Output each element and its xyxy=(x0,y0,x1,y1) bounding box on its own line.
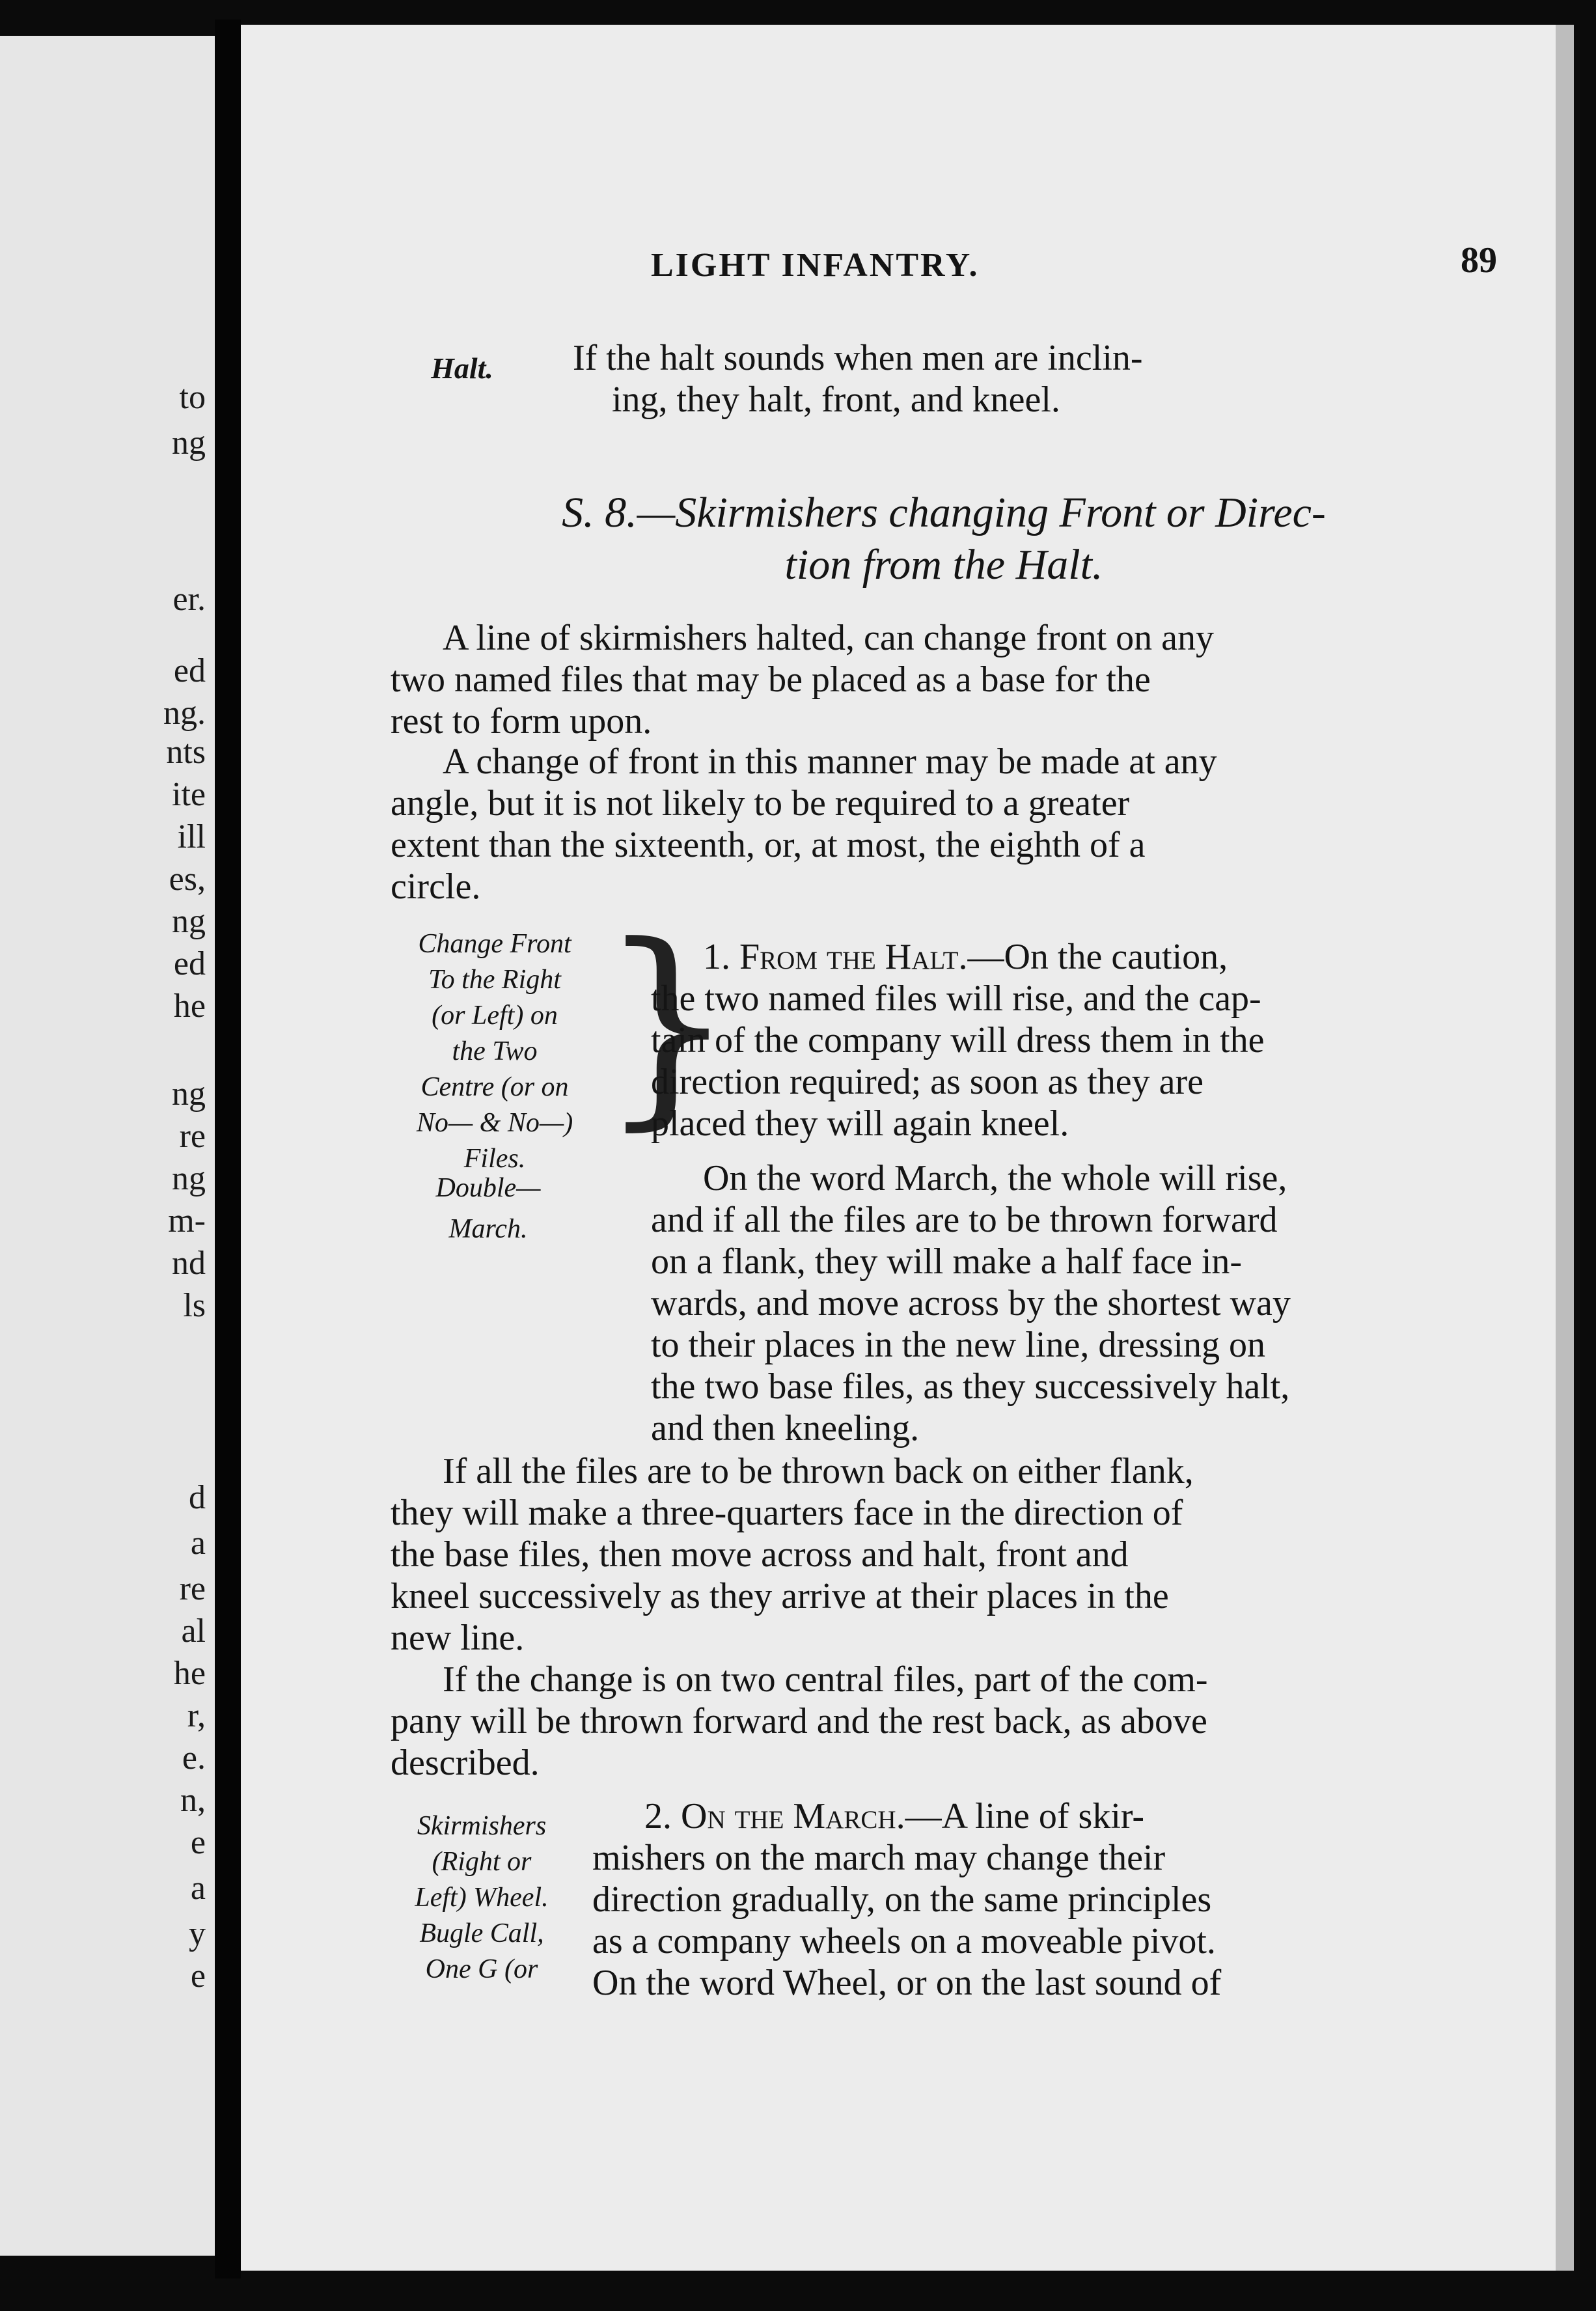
text-line: tain of the company will dress them in the xyxy=(651,1020,1265,1060)
margin-note-wheel: Skirmishers (Right or Left) Wheel. Bugle Call, One G (or xyxy=(415,1811,549,1984)
text-line: A line of skirmishers halted, can change front on any xyxy=(443,618,1214,658)
text-line: wards, and move across by the shortest way xyxy=(651,1283,1291,1323)
left-page-text-fragment: e. xyxy=(182,1739,206,1777)
running-title: LIGHT INFANTRY. xyxy=(651,247,980,284)
halt-paragraph xyxy=(573,337,1497,421)
text-line: If the change is on two central files, part of the com- xyxy=(443,1659,1208,1700)
left-page-text-fragment: to xyxy=(179,379,206,416)
text-line: mishers on the march may change their xyxy=(592,1838,1166,1878)
text-line: angle, but it is not likely to be required to a greater xyxy=(391,783,1130,823)
left-page-text-fragment: ite xyxy=(172,776,206,813)
left-page-text-fragment: nts xyxy=(166,734,206,771)
text-line: circle. xyxy=(391,866,481,907)
left-page-text-fragment: er. xyxy=(172,581,206,618)
left-page-text-fragment: ng xyxy=(172,424,206,462)
text-line: A change of front in this manner may be made at any xyxy=(443,741,1217,782)
left-page-text-fragment: e xyxy=(190,1824,206,1861)
from-halt-paragraph xyxy=(651,936,1497,1144)
book-gutter xyxy=(215,20,241,2278)
left-page-text-fragment: ed xyxy=(173,652,206,689)
text-line: as a company wheels on a moveable pivot. xyxy=(592,1921,1216,1961)
paragraph xyxy=(391,1450,1497,1659)
text-line: If all the files are to be thrown back on either flank, xyxy=(443,1451,1194,1491)
left-page-text-fragment: d xyxy=(189,1479,206,1516)
margin-note-halt: Halt. xyxy=(431,352,493,385)
left-page-text-fragment: ng xyxy=(172,1160,206,1197)
book-page xyxy=(241,25,1556,2271)
left-page-text-fragment: nd xyxy=(172,1245,206,1282)
paragraph xyxy=(391,1659,1497,1784)
text-line: ing, they halt, front, and kneel. xyxy=(612,380,1060,420)
text-line: and if all the files are to be thrown forward xyxy=(651,1200,1278,1240)
left-page-text-fragment: re xyxy=(179,1118,206,1155)
left-page-text-fragment: m- xyxy=(168,1202,206,1239)
text-line: rest to form upon. xyxy=(391,701,652,741)
page-edge xyxy=(1556,25,1574,2271)
text-line: they will make a three-quarters face in the direction of xyxy=(391,1493,1183,1533)
left-page-text-fragment: e xyxy=(190,1958,206,1995)
left-page-text-fragment: a xyxy=(190,1525,206,1562)
brace-icon: } xyxy=(599,899,736,1149)
section-heading xyxy=(391,487,1497,591)
left-page-text-fragment: ed xyxy=(173,945,206,982)
text-line: the two named files will rise, and the cap- xyxy=(651,978,1261,1019)
left-page-text-fragment: ng. xyxy=(163,695,206,732)
text-line: the base files, then move across and halt, front and xyxy=(391,1534,1129,1575)
left-page-text-fragment: he xyxy=(173,988,206,1025)
left-page-text-fragment: he xyxy=(173,1655,206,1692)
left-page-text-fragment: ng xyxy=(172,903,206,940)
left-page-text-fragment: re xyxy=(179,1570,206,1607)
left-page-text-fragment: ill xyxy=(177,818,206,855)
march-paragraph xyxy=(651,1157,1497,1449)
section-heading-line: S. 8.—Skirmishers changing Front or Direc- xyxy=(562,489,1326,536)
text-line: placed they will again kneel. xyxy=(651,1103,1069,1144)
text-line: kneel successively as they arrive at their places in the xyxy=(391,1576,1169,1616)
text-line: If the halt sounds when men are inclin- xyxy=(573,338,1143,378)
text-line: direction gradually, on the same principles xyxy=(592,1879,1212,1920)
page-header xyxy=(391,240,1497,298)
text-line: pany will be thrown forward and the rest back, as above xyxy=(391,1701,1207,1741)
left-page-text-fragment: r, xyxy=(187,1697,206,1734)
text-line: extent than the sixteenth, or, at most, the eighth of a xyxy=(391,825,1146,865)
text-line: and then kneeling. xyxy=(651,1408,920,1448)
paragraph xyxy=(391,617,1497,742)
text-line: On the word Wheel, or on the last sound of xyxy=(592,1963,1222,2003)
text-line: two named files that may be placed as a base for the xyxy=(391,659,1151,700)
text-line: On the word March, the whole will rise, xyxy=(703,1158,1287,1198)
on-march-paragraph xyxy=(592,1795,1497,2004)
left-page-text-fragment: es, xyxy=(169,861,206,898)
text-line: 1. From the Halt.—On the caution, xyxy=(703,937,1228,977)
page-number: 89 xyxy=(1461,240,1497,281)
left-page-text-fragment: a xyxy=(190,1870,206,1907)
paragraph xyxy=(391,741,1497,907)
text-line: on a flank, they will make a half face in- xyxy=(651,1241,1243,1282)
left-page-text-fragment: al xyxy=(181,1612,206,1650)
margin-note-change-front: Change Front To the Right (or Left) on the Two Centre (or on No— & No—) Files. xyxy=(416,929,573,1174)
text-line: 2. On the March.—A line of skir- xyxy=(644,1796,1145,1836)
left-page-text-fragment: n, xyxy=(180,1782,206,1819)
text-line: to their places in the new line, dressing on xyxy=(651,1325,1265,1365)
text-line: the two base files, as they successively halt, xyxy=(651,1366,1290,1407)
left-page-fragment xyxy=(0,36,215,2256)
left-page-text-fragment: y xyxy=(189,1915,206,1952)
text-line: described. xyxy=(391,1743,540,1783)
left-page-text-fragment: ls xyxy=(183,1287,206,1324)
left-page-text-fragment: ng xyxy=(172,1075,206,1113)
section-heading-line: tion from the Halt. xyxy=(784,541,1103,588)
text-line: new line. xyxy=(391,1618,525,1658)
margin-note-double-march: Double— March. xyxy=(435,1173,541,1244)
text-line: direction required; as soon as they are xyxy=(651,1062,1204,1102)
